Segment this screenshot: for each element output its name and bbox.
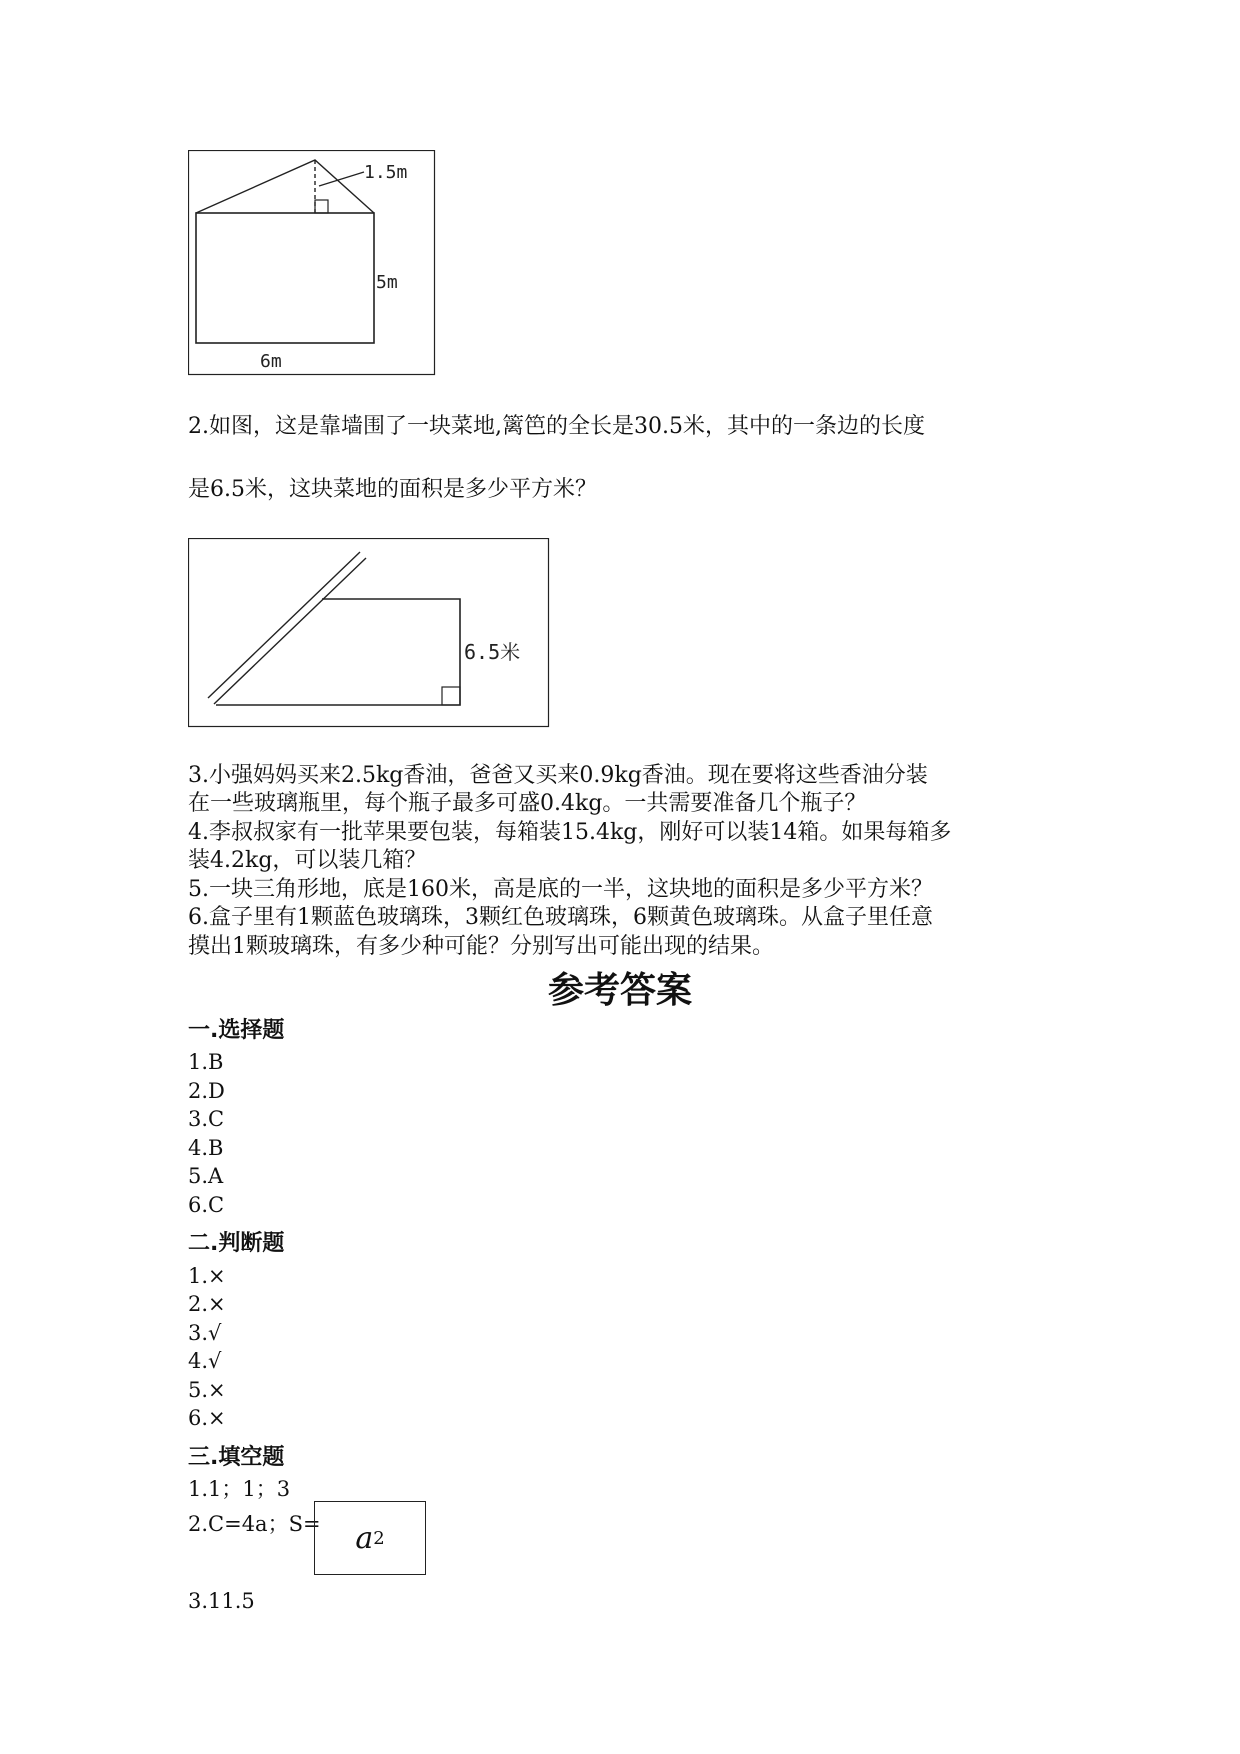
answer-item: 6.C	[188, 1193, 225, 1217]
answer-item: 5.A	[188, 1164, 224, 1188]
figure1-side-label: 5m	[376, 272, 398, 293]
answer-item: 3.√	[188, 1321, 222, 1345]
problem-6-line-1: 6.盒子里有1颗蓝色玻璃珠，3颗红色玻璃珠，6颗黄色玻璃珠。从盒子里任意	[188, 905, 933, 930]
problem-4-line-1: 4.李叔叔家有一批苹果要包装，每箱装15.4kg，刚好可以装14箱。如果每箱多	[188, 820, 952, 845]
formula-exponent: 2	[373, 1527, 385, 1549]
answer-item: 1.1；1；3	[188, 1477, 291, 1501]
answer-item: 2.×	[188, 1292, 226, 1316]
problem-3-line-2: 在一些玻璃瓶里，每个瓶子最多可盛0.4kg。一共需要准备几个瓶子？	[188, 791, 867, 816]
answer-item: 5.×	[188, 1378, 226, 1402]
answer-item: 2.D	[188, 1079, 225, 1103]
figure1-base-label: 6m	[260, 351, 282, 372]
answer-item: 1.B	[188, 1050, 224, 1074]
figure2-side-label: 6.5米	[464, 640, 521, 664]
problem-6-line-2: 摸出1颗玻璃珠，有多少种可能？分别写出可能出现的结果。	[188, 934, 774, 959]
answer-item: 1.×	[188, 1264, 226, 1288]
answer-item: 2.C=4a；S=	[188, 1512, 321, 1536]
answer-item: 3.C	[188, 1107, 225, 1131]
answer-item: 3.11.5	[188, 1589, 255, 1613]
answer-key-title: 参考答案	[547, 970, 692, 1011]
answer-item: 6.×	[188, 1406, 226, 1430]
problem-5-line-1: 5.一块三角形地，底是160米，高是底的一半，这块地的面积是多少平方米？	[188, 877, 933, 902]
formula-area-square	[314, 1501, 426, 1575]
section-heading-fill-blank: 三.填空题	[188, 1445, 285, 1470]
problem-4-line-2: 装4.2kg，可以装几箱？	[188, 848, 427, 873]
figure-vegetable-plot	[188, 538, 550, 728]
formula-base: a	[355, 1520, 374, 1556]
section-heading-judgement: 二.判断题	[188, 1231, 285, 1256]
figure1-height-label: 1.5m	[364, 162, 408, 183]
answer-item: 4.B	[188, 1136, 224, 1160]
problem-2-line-2: 是6.5米，这块菜地的面积是多少平方米？	[188, 477, 597, 502]
problem-2-line-1: 2.如图，这是靠墙围了一块菜地,篱笆的全长是30.5米，其中的一条边的长度	[188, 414, 925, 439]
problem-3-line-1: 3.小强妈妈买来2.5kg香油，爸爸又买来0.9kg香油。现在要将这些香油分装	[188, 763, 928, 788]
figure-rectangle-triangle	[188, 150, 436, 376]
answer-item: 4.√	[188, 1349, 222, 1373]
section-heading-choice: 一.选择题	[188, 1018, 285, 1043]
